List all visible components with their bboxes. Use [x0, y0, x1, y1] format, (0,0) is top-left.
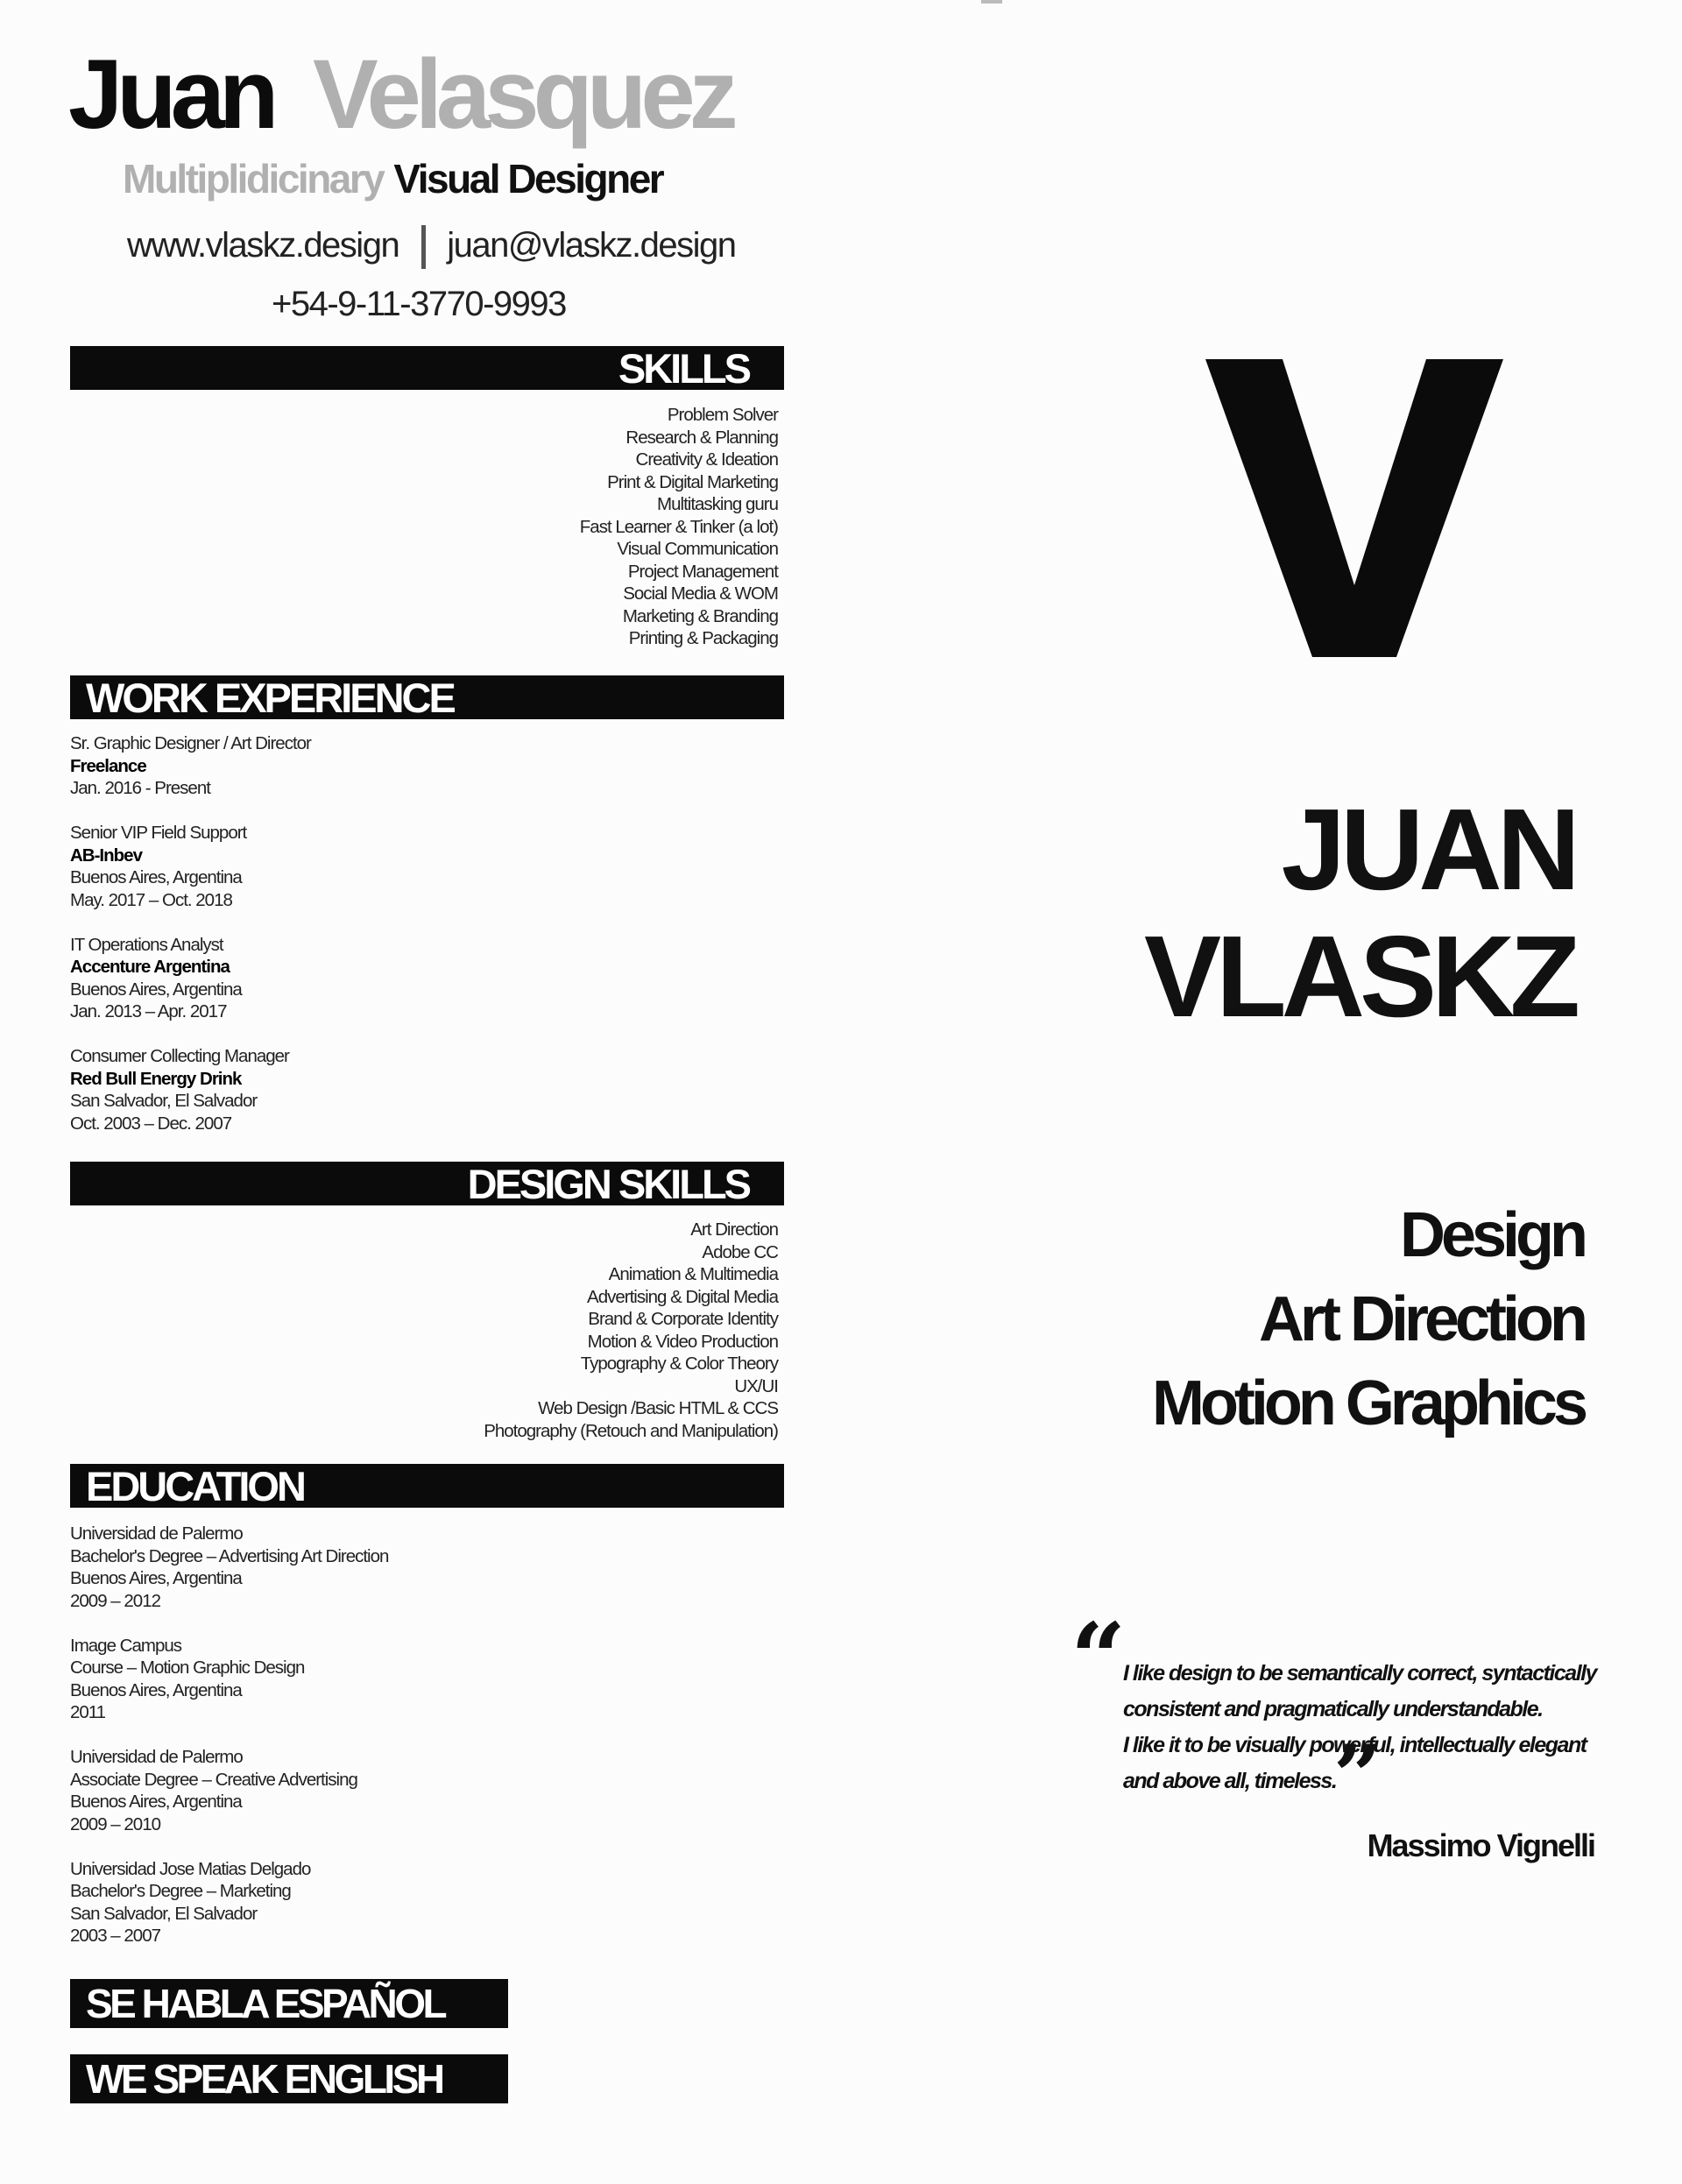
- company: AB-Inbev: [70, 845, 142, 866]
- skill-item: Printing & Packaging: [628, 628, 778, 648]
- job-dates: Oct. 2003 – Dec. 2007: [70, 1113, 232, 1134]
- education-entry: [70, 1635, 388, 1724]
- design-skill-item: Advertising & Digital Media: [587, 1286, 778, 1307]
- school-dates: 2011: [70, 1702, 106, 1722]
- company: Accenture Argentina: [70, 957, 230, 977]
- education-entry: [70, 1523, 388, 1612]
- school-dates: 2009 – 2012: [70, 1590, 161, 1611]
- education-entry: [70, 1746, 388, 1835]
- skill-item: Problem Solver: [667, 405, 778, 425]
- work-entry: [70, 1045, 311, 1134]
- service-design: Design: [1399, 1200, 1584, 1270]
- language-english: WE SPEAK ENGLISH: [70, 2054, 508, 2103]
- design-skill-item: Web Design /Basic HTML & CCS: [538, 1398, 778, 1418]
- quote-open-mark: “: [1071, 1601, 1127, 1714]
- school-dates: 2003 – 2007: [70, 1926, 161, 1946]
- phone-number[interactable]: +54-9-11-3770-9993: [272, 285, 566, 323]
- job-title: Sr. Graphic Designer / Art Director: [70, 733, 311, 753]
- degree: Bachelor's Degree – Marketing: [70, 1881, 291, 1901]
- skill-item: Creativity & Ideation: [635, 449, 778, 470]
- company: Freelance: [70, 755, 146, 776]
- job-location: San Salvador, El Salvador: [70, 1091, 258, 1111]
- job-title: IT Operations Analyst: [70, 934, 223, 955]
- skill-item: Print & Digital Marketing: [607, 471, 778, 492]
- school: Universidad de Palermo: [70, 1523, 243, 1544]
- work-heading: WORK EXPERIENCE: [70, 675, 784, 719]
- skills-list: [70, 404, 778, 650]
- design-skills-heading: DESIGN SKILLS: [70, 1162, 784, 1205]
- work-entry: [70, 934, 311, 1023]
- work-entry: [70, 732, 311, 800]
- education-list: [70, 1523, 388, 1969]
- skill-item: Fast Learner & Tinker (a lot): [579, 516, 778, 537]
- degree: Associate Degree – Creative Advertising: [70, 1769, 357, 1790]
- school: Image Campus: [70, 1635, 182, 1656]
- design-skills-list: [70, 1219, 778, 1442]
- degree: Course – Motion Graphic Design: [70, 1657, 305, 1678]
- website-link[interactable]: www.vlaskz.design: [127, 226, 399, 265]
- skill-item: Marketing & Branding: [622, 605, 778, 626]
- job-location: Buenos Aires, Argentina: [70, 979, 242, 1000]
- contact-divider: [421, 225, 426, 269]
- service-motion-graphics: Motion Graphics: [1151, 1368, 1584, 1438]
- quote-author: Massimo Vignelli: [1367, 1827, 1594, 1863]
- quote-line: consistent and pragmatically understandable.: [1123, 1697, 1543, 1721]
- job-subtitle: [123, 154, 662, 203]
- monogram-v: [1205, 359, 1503, 657]
- email-link[interactable]: juan@vlaskz.design: [447, 226, 736, 265]
- job-dates: Jan. 2016 - Present: [70, 778, 210, 798]
- service-art-direction: Art Direction: [1258, 1284, 1584, 1354]
- school-location: San Salvador, El Salvador: [70, 1903, 258, 1924]
- name-line-1: JUAN: [1281, 785, 1575, 914]
- design-skill-item: Photography (Retouch and Manipulation): [484, 1420, 778, 1441]
- work-list: [70, 732, 311, 1157]
- design-skill-item: Animation & Multimedia: [608, 1264, 778, 1284]
- last-name: Velasquez: [313, 39, 732, 149]
- company: Red Bull Energy Drink: [70, 1068, 242, 1089]
- job-location: Buenos Aires, Argentina: [70, 867, 242, 887]
- name-line-2: VLASKZ: [1144, 912, 1575, 1041]
- contact-row: [127, 222, 736, 269]
- subtitle-black: Visual Designer: [393, 156, 663, 201]
- job-dates: May. 2017 – Oct. 2018: [70, 889, 232, 910]
- job-title: Consumer Collecting Manager: [70, 1046, 289, 1066]
- degree: Bachelor's Degree – Advertising Art Direction: [70, 1545, 389, 1566]
- job-dates: Jan. 2013 – Apr. 2017: [70, 1001, 227, 1021]
- design-skill-item: Motion & Video Production: [587, 1331, 778, 1352]
- quote-line: and above all, timeless.: [1123, 1769, 1337, 1793]
- design-skill-item: Adobe CC: [702, 1241, 778, 1262]
- design-skill-item: UX/UI: [734, 1375, 778, 1396]
- work-entry: [70, 822, 311, 911]
- education-entry: [70, 1858, 388, 1947]
- school-location: Buenos Aires, Argentina: [70, 1792, 242, 1812]
- school-dates: 2009 – 2010: [70, 1813, 161, 1834]
- first-name: Juan: [68, 39, 273, 149]
- school-location: Buenos Aires, Argentina: [70, 1679, 242, 1700]
- quote-line: I like design to be semantically correct, syntactically: [1123, 1661, 1596, 1686]
- design-skill-item: Art Direction: [690, 1219, 778, 1240]
- quote-close-mark: ”: [1333, 1727, 1382, 1826]
- language-spanish: SE HABLA ESPAÑOL: [70, 1979, 508, 2028]
- skill-item: Multitasking guru: [657, 494, 778, 514]
- school: Universidad Jose Matias Delgado: [70, 1858, 311, 1879]
- education-heading: EDUCATION: [70, 1464, 784, 1508]
- design-skill-item: Brand & Corporate Identity: [588, 1309, 778, 1329]
- school-location: Buenos Aires, Argentina: [70, 1568, 242, 1588]
- top-edge-mark: [981, 0, 1002, 4]
- skill-item: Research & Planning: [625, 427, 778, 448]
- school: Universidad de Palermo: [70, 1747, 243, 1767]
- skill-item: Visual Communication: [617, 539, 778, 559]
- subtitle-grey: Multiplidicinary: [123, 156, 384, 201]
- skills-heading: SKILLS: [70, 346, 784, 390]
- quote-line: I like it to be visually powerful, intellectually elegant: [1123, 1733, 1587, 1757]
- skill-item: Project Management: [627, 561, 778, 582]
- skill-item: Social Media & WOM: [623, 583, 778, 604]
- design-skill-item: Typography & Color Theory: [580, 1354, 778, 1374]
- job-title: Senior VIP Field Support: [70, 823, 247, 843]
